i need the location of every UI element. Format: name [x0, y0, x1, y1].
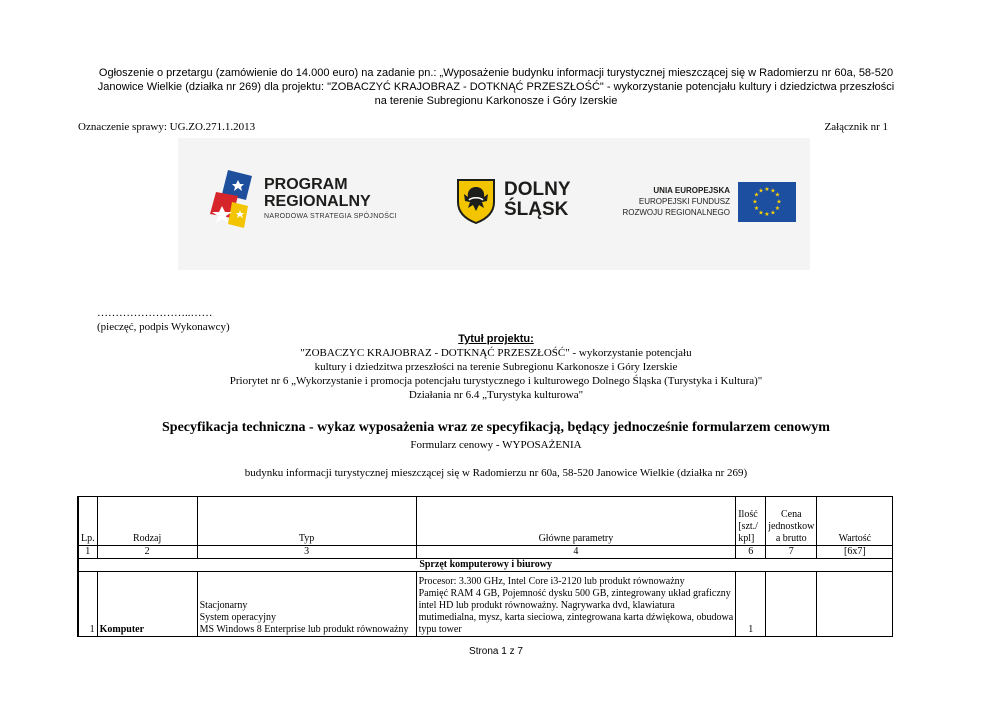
signature-dots: ……………………..…… [97, 307, 213, 319]
eu-fund-logo [618, 182, 798, 228]
header-cena: Cena jednostkow a brutto [766, 497, 817, 546]
project-line: "ZOBACZYC KRAJOBRAZ - DOTKNĄĆ PRZESZŁOŚĆ" - wykorzystanie potencjału [300, 347, 692, 359]
svg-text:★: ★ [752, 198, 758, 206]
column-number: 7 [766, 546, 817, 559]
svg-text:★: ★ [764, 186, 770, 193]
project-heading: Tytuł projektu: [458, 333, 534, 345]
dolny-slask-logo [456, 178, 596, 228]
header-line: Janowice Wielkie (działka nr 269) dla projektu: "ZOBACZYĆ KRAJOBRAZ - DOTKNĄĆ PRZESZŁOŚĆ" - wykorzystanie potencjału kultury i dziedzictwa przeszłości [97, 81, 895, 93]
spec-title: Specyfikacja techniczna - wykaz wyposażenia wraz ze specyfikacją, będący jednocześnie formularzem cenowym [162, 420, 830, 435]
svg-text:★: ★ [770, 187, 776, 195]
logo-band [178, 138, 810, 270]
column-number-row [78, 546, 893, 559]
svg-text:★: ★ [770, 209, 776, 217]
program-regionalny-text: PROGRAM REGIONALNY [264, 176, 371, 210]
column-number: 2 [97, 546, 197, 559]
header-rodzaj: Rodzaj [97, 497, 197, 546]
table-header-row [78, 497, 893, 546]
program-regionalny-subtitle: NARODOWA STRATEGIA SPÓJNOŚCI [264, 213, 397, 220]
spec-subtitle: Formularz cenowy - WYPOSAŻENIA [410, 439, 582, 451]
header-line: Ogłoszenie o przetargu (zamówienie do 14.000 euro) na zadanie pn.: „Wyposażenie budynku informacji turystycznej mieszczącej się w Radomierzu nr 60a, 58-520 [98, 67, 894, 79]
section-row [78, 559, 893, 572]
column-number: 1 [78, 546, 97, 559]
dolny-slask-text: DOLNY ŚLĄSK [504, 179, 571, 220]
signature-label: (pieczęć, podpis Wykonawcy) [97, 321, 230, 333]
column-number: 3 [197, 546, 416, 559]
case-number: Oznaczenie sprawy: UG.ZO.271.1.2013 [78, 121, 256, 133]
column-number: 6 [736, 546, 766, 559]
column-number: 4 [416, 546, 736, 559]
project-title-block [150, 332, 842, 402]
program-regionalny-logo [208, 166, 408, 238]
price-form-table [77, 496, 893, 637]
dolny-slask-coat-of-arms-icon [456, 178, 496, 224]
svg-text:★: ★ [774, 191, 781, 199]
row-cena [766, 572, 817, 637]
svg-text:★: ★ [758, 187, 764, 195]
header-lp: Lp. [78, 497, 97, 546]
svg-text:★: ★ [774, 205, 781, 212]
page-number: Strona 1 z 7 [469, 646, 523, 657]
section-title: Sprzęt komputerowy i biurowy [78, 559, 893, 572]
program-regionalny-emblem-icon [208, 166, 258, 238]
building-description: budynku informacji turystycznej mieszczącej się w Radomierzu nr 60a, 58-520 Janowice Wielkie (działka nr 269) [244, 467, 748, 479]
project-line: Priorytet nr 6 „Wykorzystanie i promocja potencjału turystycznego i kulturowego Dolnego Śląska (Turystyka i Kultura)" [229, 375, 763, 387]
row-params: Procesor: 3.300 GHz, Intel Core i3-2120 lub produkt równoważny Pamięć RAM 4 GB, Pojemność dysku 500 GB, zintegrowany układ graficzny intel HD lub produkt równoważny. Nagrywarka dvd, klawiatura mutimedialna, mysz, karta sieciowa, zintegrowana karta dźwiękowa, obudowa typu tower [416, 572, 736, 637]
row-wartosc [817, 572, 893, 637]
row-ilosc: 1 [736, 572, 766, 637]
row-lp: 1 [78, 572, 97, 637]
svg-text:★: ★ [776, 198, 782, 206]
announcement-header [60, 66, 932, 108]
table-row [78, 572, 893, 637]
eu-flag-icon [738, 182, 796, 222]
column-number: [6x7] [817, 546, 893, 559]
row-typ: Stacjonarny System operacyjny MS Windows 8 Enterprise lub produkt równoważny [197, 572, 416, 637]
project-line: kultury i dziedzitwa przeszłości na terenie Subregionu Karkonosze i Góry Izerskie [314, 361, 678, 373]
attachment-label: Załącznik nr 1 [824, 121, 888, 133]
svg-text:★: ★ [764, 211, 770, 218]
header-line: na terenie Subregionu Karkonosze i Góry Izerskie [374, 95, 618, 107]
header-params: Główne parametry [416, 497, 736, 546]
project-line: Działania nr 6.4 „Turystyka kulturowa" [408, 389, 584, 401]
svg-text:★: ★ [753, 191, 760, 199]
svg-text:★: ★ [753, 205, 760, 212]
eu-fund-text: UNIA EUROPEJSKA EUROPEJSKI FUNDUSZ ROZWOJU REGIONALNEGO [622, 186, 730, 217]
row-rodzaj: Komputer [97, 572, 197, 637]
svg-text:★: ★ [758, 209, 764, 217]
header-wartosc: Wartość [817, 497, 893, 546]
header-ilosc: Ilość [szt./ kpl] [736, 497, 766, 546]
header-typ: Typ [197, 497, 416, 546]
